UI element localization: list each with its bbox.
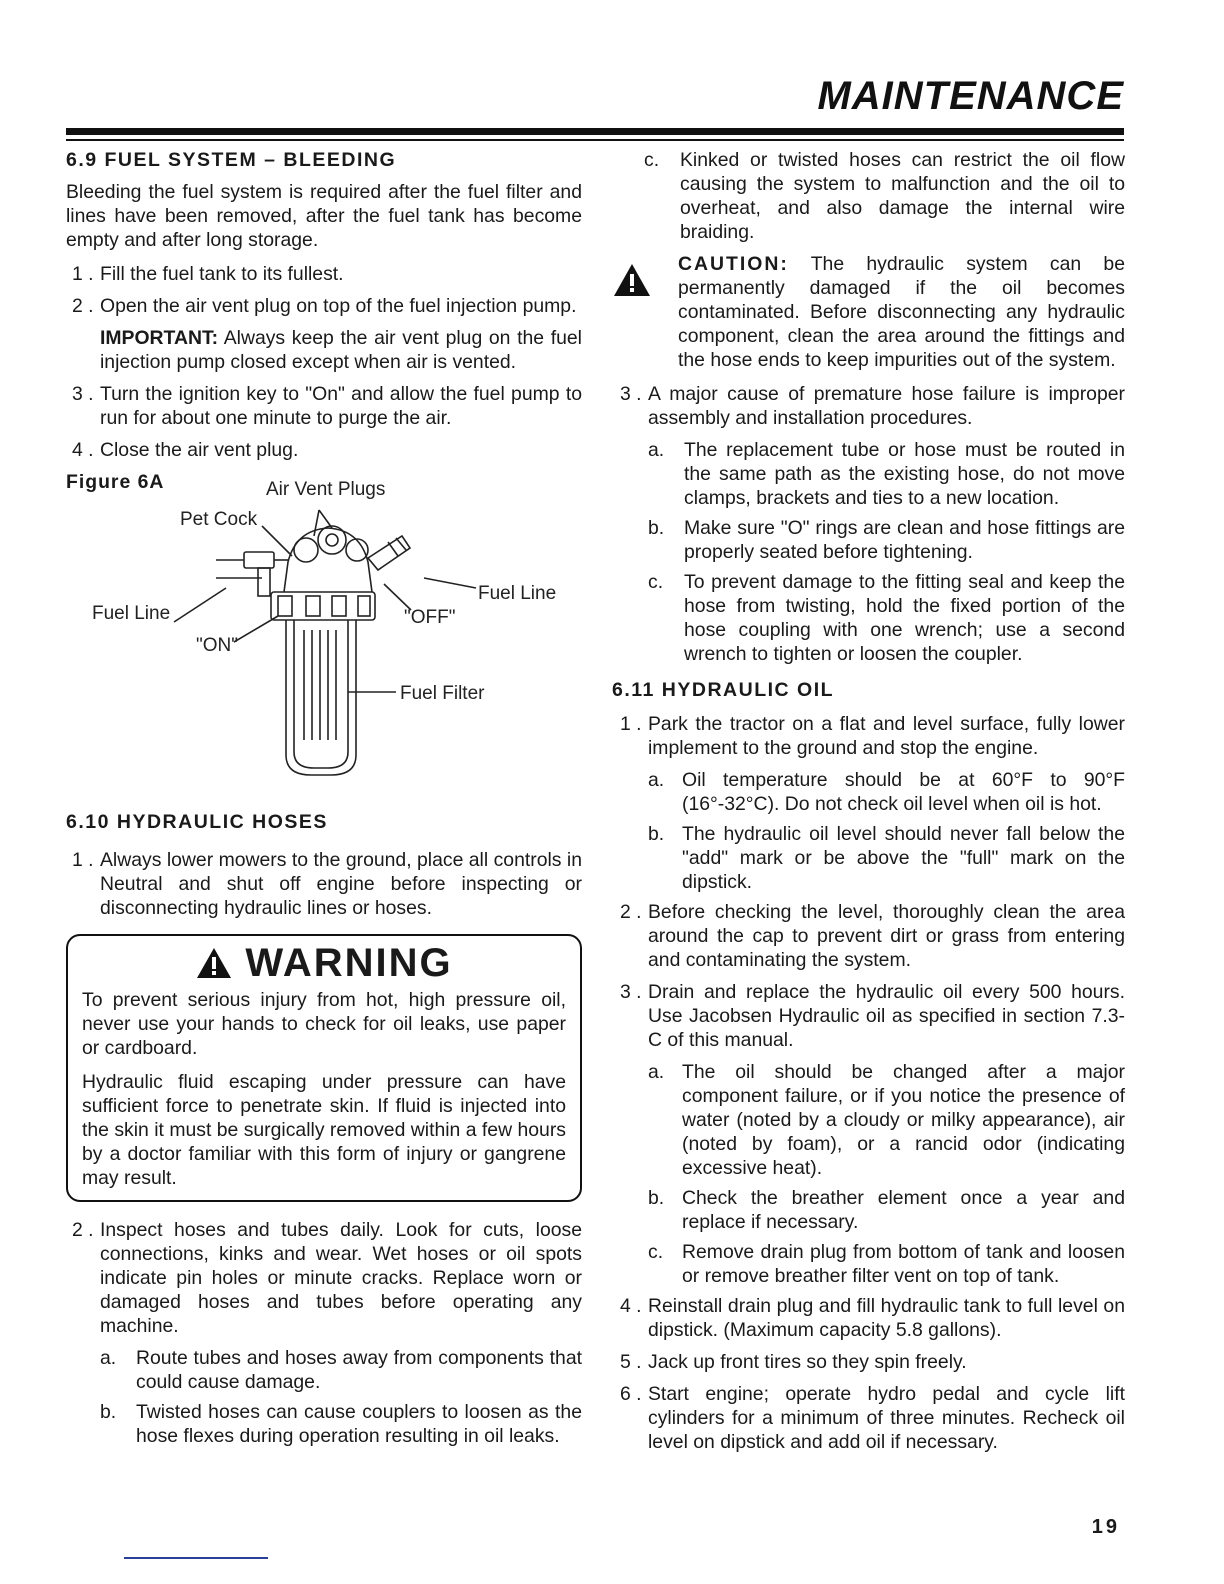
important-note: IMPORTANT: Always keep the air vent plug on the fuel injection pump closed except when air is vented. <box>100 327 582 373</box>
list-item: 6 . Start engine; operate hydro pedal and cycle lift cylinders for a minimum of three minutes. Recheck oil level on dipstick and add oil if necessary. <box>620 1383 1125 1453</box>
label-fuel-line-right: Fuel Line <box>478 583 557 604</box>
left-column <box>66 148 582 1454</box>
label-off: "OFF" <box>404 607 456 628</box>
list-item: 3 . A major cause of premature hose failure is improper assembly and installation procedures. <box>620 383 1125 429</box>
footer-rule <box>124 1557 268 1559</box>
section-6-9-intro: Bleeding the fuel system is required after the fuel filter and lines have been removed, after the fuel tank has become empty and after long storage. <box>66 181 582 251</box>
sub-item: a. The oil should be changed after a major component failure, or if you notice the presence of water (noted by a cloudy or milky appearance), air (noted by foam), or a rancid odor (indicating excessive heat). <box>648 1061 1125 1179</box>
list-item: 2 . Before checking the level, thoroughly clean the area around the cap to prevent dirt or grass from entering and contaminating the system. <box>620 901 1125 971</box>
header-rule-thick <box>66 128 1124 135</box>
sub-item: b. Twisted hoses can cause couplers to loosen as the hose flexes during operation resulting in oil leaks. <box>100 1401 582 1447</box>
figure-title: Figure 6A <box>66 471 165 493</box>
list-item: 4 . Close the air vent plug. <box>72 439 299 461</box>
sub-item: c. Kinked or twisted hoses can restrict the oil flow causing the system to malfunction and the oil to overheat, and also damage the internal wire braiding. <box>644 149 1125 243</box>
list-item: 1 . Always lower mowers to the ground, place all controls in Neutral and shut off engine before inspecting or disconnecting hydraulic lines or hoses. <box>72 849 582 919</box>
caution-triangle-icon <box>612 262 652 298</box>
warning-text-1: To prevent serious injury from hot, high pressure oil, never use your hands to check for oil leaks, use paper or cardboard. <box>82 989 566 1059</box>
section-6-10-title: 6.10 HYDRAULIC HOSES <box>66 811 328 833</box>
sub-item: b. Make sure "O" rings are clean and hose fittings are properly seated before tightening. <box>648 517 1125 563</box>
sub-item: a. Route tubes and hoses away from components that could cause damage. <box>100 1347 582 1393</box>
sub-item: a. The replacement tube or hose must be routed in the same path as the existing hose, do not move clamps, brackets and ties to a new location. <box>648 439 1125 509</box>
label-fuel-line-left: Fuel Line <box>92 603 171 624</box>
figure-6a <box>66 470 582 800</box>
label-on: "ON" <box>196 635 238 656</box>
sub-item: c. Remove drain plug from bottom of tank and loosen or remove breather filter vent on top of tank. <box>648 1241 1125 1287</box>
sub-item: a. Oil temperature should be at 60°F to 90°F (16°-32°C). Do not check oil level when oil is hot. <box>648 769 1125 815</box>
fuel-filter-diagram <box>66 470 582 800</box>
warning-heading: WARNING <box>82 946 566 980</box>
section-6-9-title: 6.9 FUEL SYSTEM – BLEEDING <box>66 149 397 171</box>
label-fuel-filter: Fuel Filter <box>400 683 485 704</box>
list-item: 2 . Inspect hoses and tubes daily. Look for cuts, loose connections, kinks and wear. Wet hoses or oil spots indicate pin holes or minute cracks. Replace worn or damaged hoses and tubes before operating any machine. <box>72 1219 582 1337</box>
sub-item: b. The hydraulic oil level should never fall below the "add" mark or be above the "full" mark on the dipstick. <box>648 823 1125 893</box>
sub-item: b. Check the breather element once a year and replace if necessary. <box>648 1187 1125 1233</box>
warning-text-2: Hydraulic fluid escaping under pressure can have sufficient force to penetrate skin. If fluid is injected into the skin it must be surgically removed within a few hours by a doctor familiar with this form of injury or gangrene may result. <box>82 1071 566 1189</box>
list-item: 1 . Park the tractor on a flat and level surface, fully lower implement to the ground and stop the engine. <box>620 713 1125 759</box>
list-item: 1 . Fill the fuel tank to its fullest. <box>72 263 344 285</box>
section-6-11-title: 6.11 HYDRAULIC OIL <box>612 679 835 701</box>
caution-note: CAUTION: The hydraulic system can be permanently damaged if the oil becomes contaminated. Before disconnecting any hydraulic component, clean the area around the fittings and the hose ends to keep impurities out of the system. <box>620 252 1125 372</box>
sub-item: c. To prevent damage to the fitting seal and keep the hose from twisting, hold the fixed portion of the hose coupling with one wrench; use a second wrench to tighten or loosen the coupler. <box>648 571 1125 665</box>
list-item: 3 . Drain and replace the hydraulic oil every 500 hours. Use Jacobsen Hydraulic oil as specified in section 7.3-C of this manual. <box>620 981 1125 1051</box>
list-item: 2 . Open the air vent plug on top of the fuel injection pump. <box>72 295 577 317</box>
page-header-title: MAINTENANCE <box>817 74 1124 118</box>
warning-box <box>66 934 582 1202</box>
page-number: 19 <box>1091 1516 1120 1538</box>
list-item: 5 . Jack up front tires so they spin freely. <box>620 1351 967 1373</box>
list-item: 3 . Turn the ignition key to "On" and allow the fuel pump to run for about one minute to purge the air. <box>72 383 582 429</box>
warning-triangle-icon <box>195 946 233 980</box>
header-rule-thin <box>66 139 1124 141</box>
label-air-vent-plugs: Air Vent Plugs <box>266 479 386 500</box>
label-pet-cock: Pet Cock <box>180 509 258 530</box>
list-item: 4 . Reinstall drain plug and fill hydraulic tank to full level on dipstick. (Maximum capacity 5.8 gallons). <box>620 1295 1125 1341</box>
right-column <box>612 148 1125 1462</box>
